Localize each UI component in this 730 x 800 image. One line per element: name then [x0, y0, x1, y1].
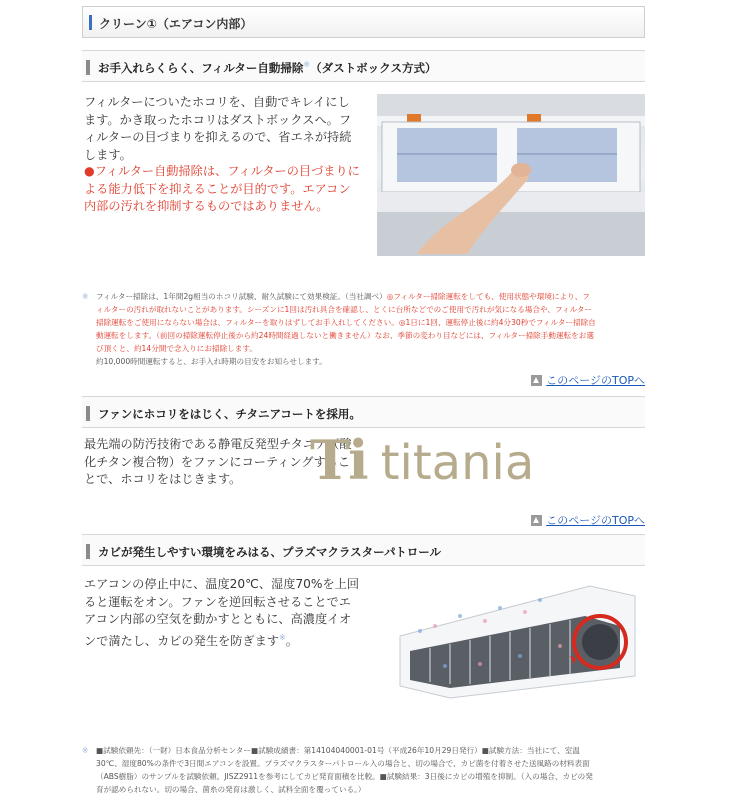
section-title: ファンにホコリをはじく、チタニアコートを採用。 — [98, 407, 361, 421]
filter-warning: ●フィルター自動掃除は、フィルターの目づまりに よる能力低下を抑えることが目的です。エアコン 内部の汚れを抑制するものではありません。 — [84, 164, 360, 213]
filter-footnote: ※ フィルター掃除は、1年間2g相当のホコリ試験、耐久試験にて効果検証。（当社調べ）◎フィルター掃除運転をしても、使用状態や環境により、フ ィルターの汚れが取れないことがあります。シーズンに1回は汚れ具合を確認し、とくに台所などでのご使用で汚れが気になる場合や、フィルター 掃除運転をご使用にならない場合は、フィルターを取りはずしてお手入れしてください。◎1日に1回、運転停止後に約4分30秒でフィルター掃除自 動運転をします。（前回の掃除運転停止後から約24時間経過しないと働きません）なお、季節の変わり目などには、フィルター掃除手動運転をお選 び頂くと、約14分間で念入りにお掃除します。 約10,000時間運転すると、お手入れ時期の目安をお知らせします。 — [82, 292, 596, 366]
back-to-top-label: このページのTOPへ — [546, 374, 645, 387]
section-heading-titania — [82, 396, 645, 428]
section-title: カビが発生しやすい環境をみはる、プラズマクラスターパトロール — [98, 545, 442, 559]
section-bar-icon — [86, 60, 90, 75]
filter-cleaning-photo — [377, 94, 645, 256]
filter-description: フィルターについたホコリを、自動でキレイにし ます。かき取ったホコリはダストボックスへ。フ ィルターの目づまりを抑えるので、省エネが持続 します。 — [84, 95, 352, 162]
page-title-bar — [82, 6, 645, 38]
section-heading-filter — [82, 50, 645, 82]
back-to-top-link-2[interactable] — [531, 512, 645, 528]
titania-logo: Ti titania — [310, 428, 535, 492]
title-accent-bar — [89, 15, 92, 30]
up-arrow-icon — [531, 515, 542, 526]
section-bar-icon — [86, 406, 90, 421]
titania-description: 最先端の防汚技術である静電反発型チタニア（酸 化チタン複合物）をファンにコーティングするこ とで、ホコリをはじきます。 — [84, 437, 352, 486]
page-title: クリーン①（エアコン内部） — [99, 17, 253, 31]
patrol-footnote: ※ ■試験依頼先：（一財）日本食品分析センター■試験成績書：第14104040001-01号（平成26年10月29日発行）■試験方法：当社にて、室温 30℃、湿度80%の条件で3日間エアコンを設置。プラズマクラスターパトロール入の場合と、切の場合で、カビ菌を付着させた送風路の材料表面 （ABS樹脂）のサンプルを試験依頼。JISZ2911を参考にしてカビ発育面積を比較。■試験結果：3日後にカビの増殖を抑制。（入の場合、カビの発 育が認められない。切の場合、菌糸の発育は激しく、試料全面を覆っている。） — [82, 746, 593, 794]
patrol-description: エアコンの停止中に、温度20℃、湿度70%を上回 ると運転をオン。ファンを逆回転させることでエ アコン内部の空気を動かすとともに、高濃度イオ ンで満たし、カビの発生を防ぎます※。 — [84, 577, 360, 648]
aircon-illustration — [390, 576, 645, 706]
up-arrow-icon — [531, 375, 542, 386]
back-to-top-link-1[interactable] — [531, 372, 645, 388]
section-bar-icon — [86, 544, 90, 559]
back-to-top-label: このページのTOPへ — [546, 514, 645, 527]
section-title: お手入れらくらく、フィルター自動掃除※（ダストボックス方式） — [98, 60, 437, 75]
section-heading-patrol — [82, 534, 645, 566]
